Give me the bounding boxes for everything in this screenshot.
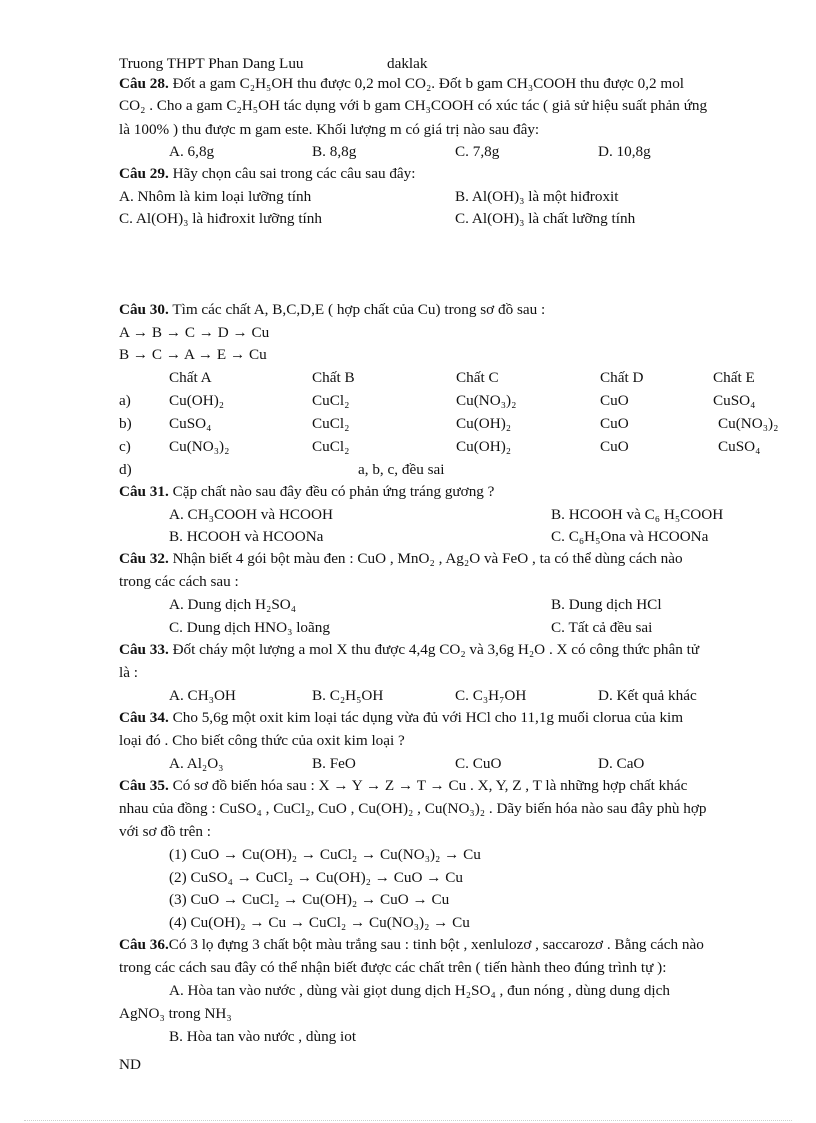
q32-option-a: A. Dung dịch H₂SO₄	[169, 596, 297, 613]
q35-chain-2: (2) CuSO₄ → CuCl₂ → Cu(OH)₂ → CuO → Cu	[169, 869, 463, 886]
q31-line	[119, 483, 494, 501]
q36-option-b: B. Hòa tan vào nước , dùng iot	[169, 1028, 357, 1045]
q34-option-c: C. CuO	[455, 755, 502, 772]
q31-option-b: B. HCOOH và C₆ H₅COOH	[551, 506, 724, 523]
q29-option-a: A. Nhôm là kim loại lưỡng tính	[119, 188, 312, 205]
q30-row-c-label: c)	[119, 438, 131, 455]
q30-header-d: Chất D	[600, 369, 644, 386]
q30-row-a-cell: CuO	[600, 392, 629, 409]
q28-option-d: D. 10,8g	[598, 143, 651, 160]
q28-line2: CO₂ . Cho a gam C₂H₅OH tác dụng với b gam CH₃COOH có xúc tác ( giả sử hiệu suất phản ứng	[119, 97, 708, 114]
q30-row-b-cell: CuSO₄	[169, 415, 212, 432]
q36-line2: trong các cách sau đây có thể nhận biết được các chất trên ( tiến hành theo đúng trình tự ):	[119, 959, 667, 976]
q28-line1	[119, 75, 684, 93]
q30-row-b-cell: CuCl₂	[312, 415, 350, 432]
q31-option-a: A. CH₃COOH và HCOOH	[169, 506, 333, 523]
q32-line1	[119, 550, 683, 568]
q30-row-a-cell: CuSO₄	[713, 392, 756, 409]
q30-row-c-cell: Cu(OH)₂	[456, 438, 512, 455]
q31-option-c: C. C₆H₅Ona và HCOONa	[551, 528, 709, 545]
q30-header-a: Chất A	[169, 369, 212, 386]
q34-option-d: D. CaO	[598, 755, 645, 772]
q30-row-b-cell: CuO	[600, 415, 629, 432]
q28-option-b: B. 8,8g	[312, 143, 357, 160]
q30-header-b: Chất B	[312, 369, 355, 386]
q30-row-c-cell: CuCl₂	[312, 438, 350, 455]
q30-row-d-text: a, b, c, đều sai	[358, 461, 445, 478]
q33-number: Câu 33.	[119, 641, 169, 658]
q30-number: Câu 30.	[119, 301, 169, 318]
q31-number: Câu 31.	[119, 483, 169, 500]
q33-option-b: B. C₂H₅OH	[312, 687, 384, 704]
q30-scheme-2: B → C → A → E → Cu	[119, 346, 267, 363]
q30-scheme-1: A → B → C → D → Cu	[119, 324, 270, 341]
q30-header-e: Chất E	[713, 369, 755, 386]
q33-text-1: Đốt cháy một lượng a mol X thu được 4,4g CO₂ và 3,6g H₂O . X có công thức phân tử	[172, 641, 700, 658]
q32-option-c: C. Dung dịch HNO₃ loãng	[169, 619, 330, 636]
q30-row-b-label: b)	[119, 415, 132, 432]
q33-option-c: C. C₃H₇OH	[455, 687, 527, 704]
q29-number: Câu 29.	[119, 165, 169, 182]
q35-text-1: Có sơ đồ biến hóa sau : X → Y → Z → T → Cu . X, Y, Z , T là những hợp chất khác	[172, 777, 688, 794]
q30-line	[119, 301, 545, 319]
q35-chain-4: (4) Cu(OH)₂ → Cu → CuCl₂ → Cu(NO₃)₂ → Cu	[169, 914, 470, 931]
q29-option-c2: C. Al(OH)₃ là chất lưỡng tính	[455, 210, 636, 227]
q36-option-a-2: AgNO₃ trong NH₃	[119, 1005, 232, 1022]
q33-option-d: D. Kết quả khác	[598, 687, 697, 704]
q30-row-c-cell: Cu(NO₃)₂	[169, 438, 230, 455]
q30-row-b-cell: Cu(OH)₂	[456, 415, 512, 432]
q30-row-c-cell: CuO	[600, 438, 629, 455]
q30-row-b-cell: Cu(NO₃)₂	[718, 415, 779, 432]
q28-option-a: A. 6,8g	[169, 143, 215, 160]
q32-option-b: B. Dung dịch HCl	[551, 596, 662, 613]
q33-option-a: A. CH₃OH	[169, 687, 236, 704]
q32-option-c2: C. Tất cả đều sai	[551, 619, 653, 636]
q32-line2: trong các cách sau :	[119, 573, 239, 590]
q36-option-a-1: A. Hòa tan vào nước , dùng vài giọt dung dịch H₂SO₄ , đun nóng , dùng dung dịch	[169, 982, 670, 999]
q30-row-a-cell: Cu(OH)₂	[169, 392, 225, 409]
footer-divider	[24, 1120, 792, 1121]
q35-line2: nhau của đồng : CuSO₄ , CuCl₂, CuO , Cu(OH)₂ , Cu(NO₃)₂ . Dãy biến hóa nào sau đây phù hợp	[119, 800, 707, 817]
q36-number: Câu 36.	[119, 936, 169, 953]
q30-question: Tìm các chất A, B,C,D,E ( hợp chất của Cu) trong sơ đồ sau :	[172, 301, 546, 318]
q28-number: Câu 28.	[119, 75, 169, 92]
q34-line1	[119, 709, 683, 727]
q30-row-a-cell: Cu(NO₃)₂	[456, 392, 517, 409]
q33-line1	[119, 641, 699, 659]
q28-line3: là 100% ) thu được m gam este. Khối lượng m có giá trị nào sau đây:	[119, 121, 540, 138]
q36-text-1: Có 3 lọ đựng 3 chất bột màu trắng sau : tinh bột , xenlulozơ , saccarozơ . Bằng cách nào	[168, 936, 704, 953]
q32-text-1: Nhận biết 4 gói bột màu đen : CuO , MnO₂ , Ag₂O và FeO , ta có thể dùng cách nào	[172, 550, 683, 567]
region-name: daklak	[387, 55, 428, 72]
q34-number: Câu 34.	[119, 709, 169, 726]
q35-line1	[119, 777, 687, 795]
q35-chain-1: (1) CuO → Cu(OH)₂ → CuCl₂ → Cu(NO₃)₂ → Cu	[169, 846, 481, 863]
q34-option-b: B. FeO	[312, 755, 356, 772]
q34-text-1: Cho 5,6g một oxit kim loại tác dụng vừa đủ với HCl cho 11,1g muối clorua của kim	[172, 709, 684, 726]
q28-text-1: Đốt a gam C₂H₅OH thu được 0,2 mol CO₂. Đốt b gam CH₃COOH thu được 0,2 mol	[172, 75, 685, 92]
q28-option-c: C. 7,8g	[455, 143, 500, 160]
q34-option-a: A. Al₂O₃	[169, 755, 224, 772]
q30-row-a-label: a)	[119, 392, 131, 409]
q33-line2: là :	[119, 664, 138, 681]
q30-row-c-cell: CuSO₄	[718, 438, 761, 455]
q29-option-b: B. Al(OH)₃ là một hiđroxit	[455, 188, 619, 205]
q29-question: Hãy chọn câu sai trong các câu sau đây:	[172, 165, 416, 182]
q30-row-a-cell: CuCl₂	[312, 392, 350, 409]
q31-question: Cặp chất nào sau đây đều có phản ứng tráng gương ?	[172, 483, 495, 500]
q32-number: Câu 32.	[119, 550, 169, 567]
q36-line1	[119, 936, 704, 954]
q29-option-c1: C. Al(OH)₃ là hiđroxit lưỡng tính	[119, 210, 322, 227]
q30-row-d-label: d)	[119, 461, 132, 478]
q35-chain-3: (3) CuO → CuCl₂ → Cu(OH)₂ → CuO → Cu	[169, 891, 450, 908]
q29-line	[119, 165, 416, 183]
header-line	[119, 55, 428, 73]
q34-line2: loại đó . Cho biết công thức của oxit kim loại ?	[119, 732, 405, 749]
footer-initials: ND	[119, 1056, 141, 1073]
q35-number: Câu 35.	[119, 777, 169, 794]
school-name: Truong THPT Phan Dang Luu	[119, 55, 304, 72]
q35-line3: với sơ đồ trên :	[119, 823, 211, 840]
q31-option-b2: B. HCOOH và HCOONa	[169, 528, 324, 545]
q30-header-c: Chất C	[456, 369, 499, 386]
